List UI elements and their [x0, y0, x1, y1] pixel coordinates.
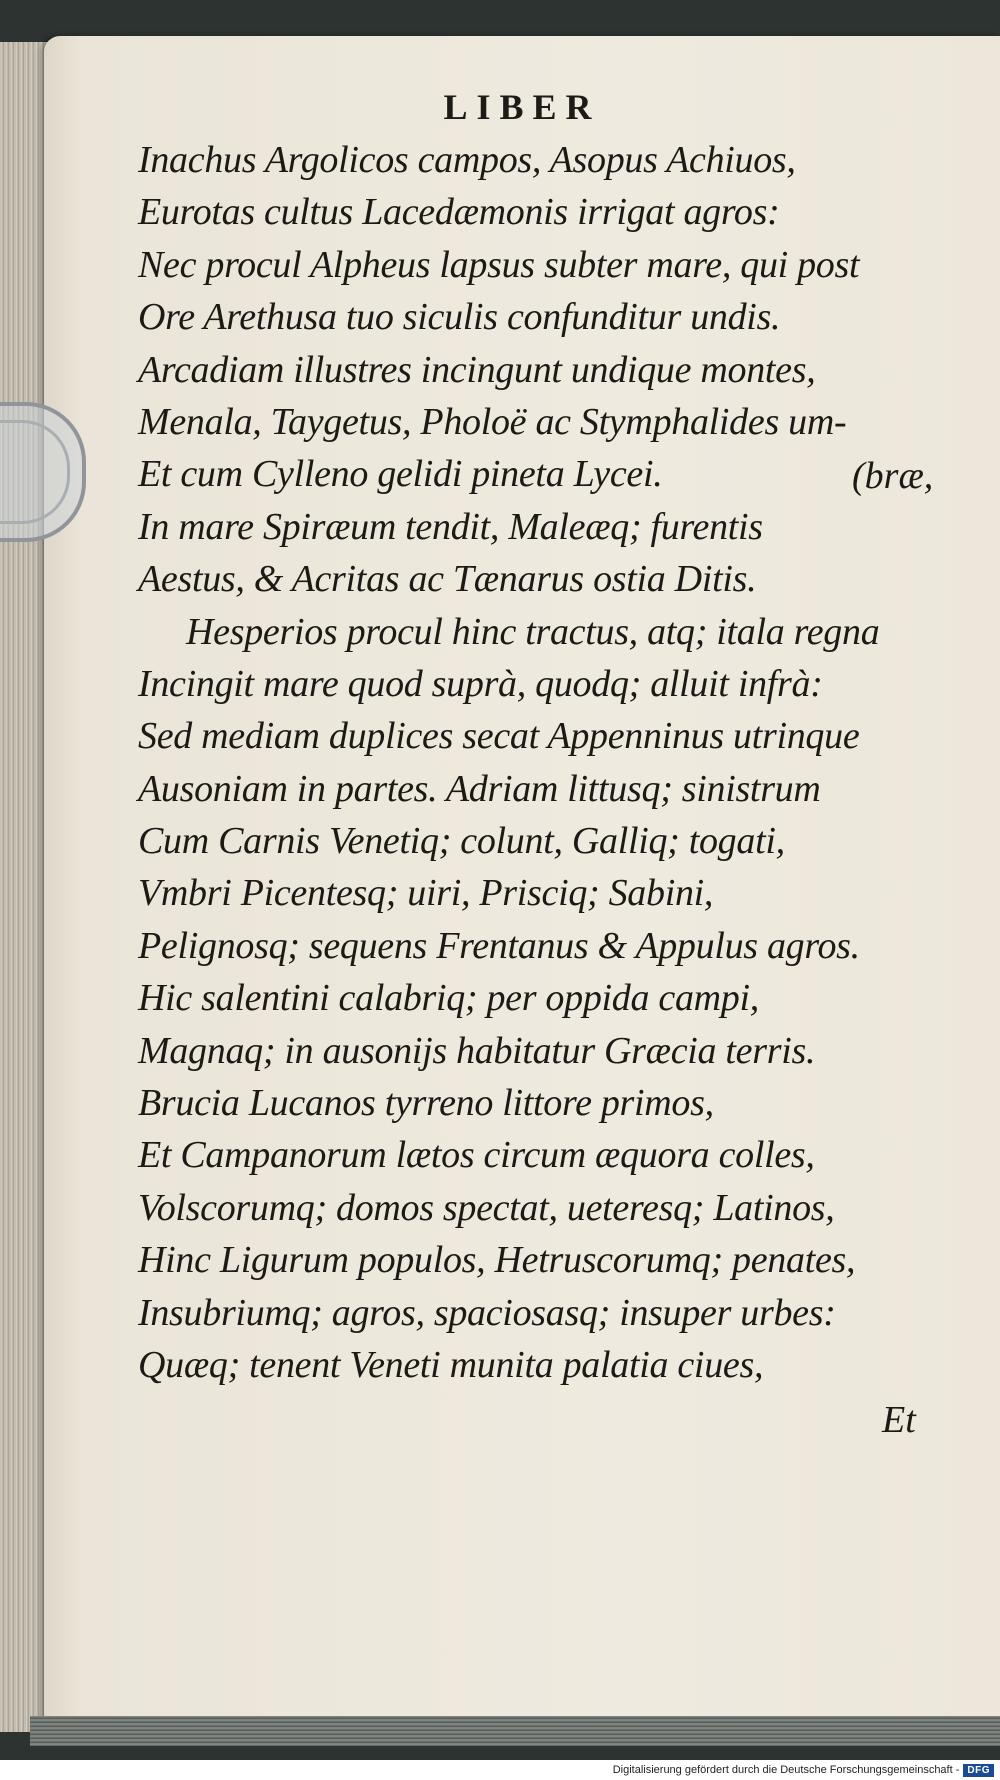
verse-line: Ore Arethusa tuo siculis confunditur undis. — [138, 296, 781, 339]
funding-text: Digitalisierung gefördert durch die Deutsche Forschungsgemeinschaft - — [612, 1764, 960, 1776]
verse-line: Et cum Cylleno gelidi pineta Lycei. — [138, 453, 663, 496]
verse-line: Volscorumq; domos spectat, ueteresq; Latinos, — [138, 1186, 835, 1229]
verse-line: Hinc Ligurum populos, Hetruscorumq; penates, — [138, 1239, 856, 1282]
verse-line: Brucia Lucanos tyrreno littore primos, — [138, 1082, 714, 1125]
verse-line: Eurotas cultus Lacedæmonis irrigat agros: — [138, 191, 780, 234]
verse-line: Cum Carnis Venetiq; colunt, Galliq; togati, — [138, 820, 785, 863]
verse-line: Vmbri Picentesq; uiri, Prisciq; Sabini, — [138, 872, 714, 915]
running-header: LIBER — [443, 87, 601, 127]
turnover-fragment: (bræ, — [852, 455, 934, 497]
verse-line: In mare Spiræum tendit, Maleæq; furentis — [138, 505, 763, 548]
verse-line: Aestus, & Acritas ac Tænarus ostia Ditis. — [138, 558, 757, 601]
verse-line: Ausoniam in partes. Adriam littusq; sinistrum — [138, 767, 821, 810]
verse-line: Arcadiam illustres incingunt undique montes, — [138, 348, 816, 391]
verse-line-indented: Hesperios procul hinc tractus, atq; itala regna — [186, 610, 880, 653]
page-stack-bottom-edge — [30, 1716, 1000, 1746]
book-page — [44, 36, 1000, 1726]
verse-line: Magnaq; in ausonijs habitatur Græcia terris. — [138, 1029, 816, 1072]
verse-block — [138, 134, 998, 1391]
verse-line: Insubriumq; agros, spaciosasq; insuper urbes: — [138, 1291, 836, 1334]
dfg-logo-icon: DFG — [963, 1764, 994, 1777]
verse-line: Menala, Taygetus, Pholoë ac Stymphalides um- — [138, 400, 847, 443]
verse-line: Nec procul Alpheus lapsus subter mare, qui post — [138, 243, 860, 286]
catchword: Et — [882, 1399, 916, 1441]
verse-line: Inachus Argolicos campos, Asopus Achiuos, — [138, 139, 796, 181]
verse-line: Pelignosq; sequens Frentanus & Appulus agros. — [138, 924, 860, 967]
verse-line: Et Campanorum lætos circum æquora colles, — [138, 1134, 815, 1177]
funding-bar — [0, 1760, 1000, 1780]
verse-line: Incingit mare quod suprà, quodq; alluit infrà: — [138, 662, 823, 705]
verse-line: Hic salentini calabriq; per oppida campi, — [138, 977, 759, 1020]
verse-line: Sed mediam duplices secat Appenninus utrinque — [138, 715, 860, 758]
verse-line: Quæq; tenent Veneti munita palatia ciues, — [138, 1343, 764, 1386]
